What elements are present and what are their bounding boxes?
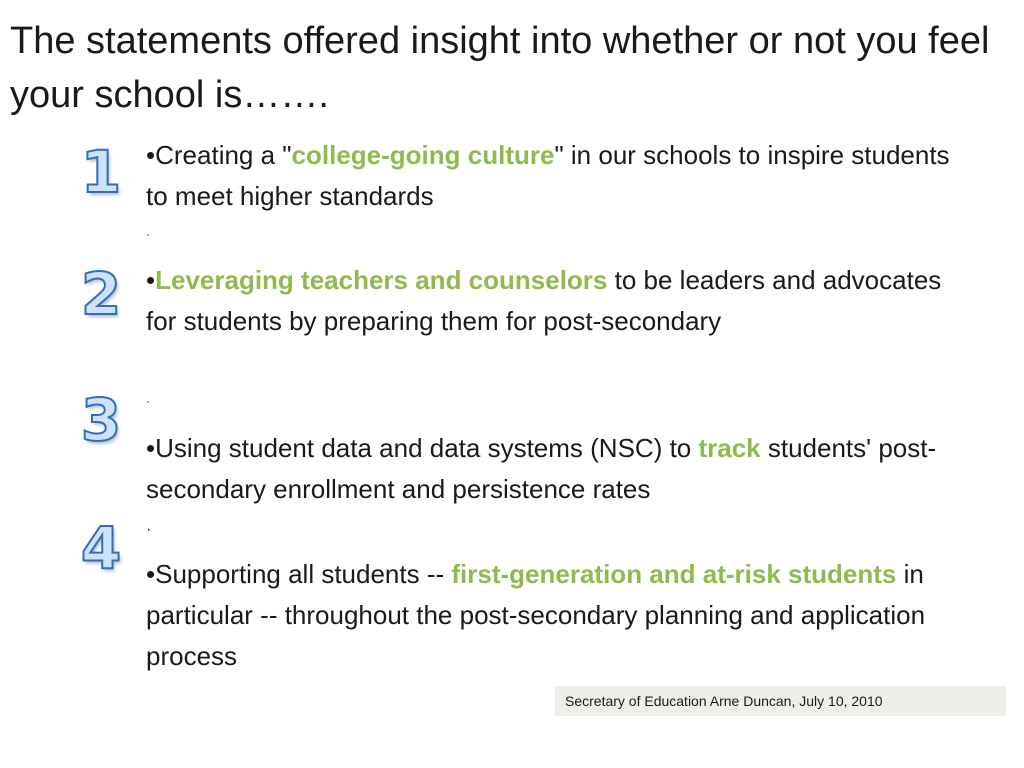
bullet: • <box>146 559 156 589</box>
number-3-icon: 3 <box>80 386 122 454</box>
statement-3-before: Using student data and data systems (NSC) to <box>155 433 699 463</box>
citation-box: Secretary of Education Arne Duncan, July 10, 2010 <box>555 686 1006 716</box>
statement-1 <box>146 135 966 217</box>
number-4-icon: 4 <box>80 514 122 582</box>
statement-2 <box>146 260 966 342</box>
statement-1-after: " in our schools to inspire students to meet higher standards <box>146 140 950 211</box>
slide-title: The statements offered insight into whether or not you feel your school is……. <box>10 20 990 116</box>
separator: · <box>146 521 152 538</box>
statement-4-before: Supporting all students -- <box>155 559 452 589</box>
statement-2-highlight: Leveraging teachers and counselors <box>155 265 608 295</box>
statement-4 <box>146 554 966 677</box>
number-1-icon: 1 <box>80 138 122 206</box>
statement-4-after: in particular -- throughout the post-secondary planning and application process <box>146 559 926 671</box>
bullet: • <box>146 140 156 170</box>
statement-3-highlight: track <box>698 433 761 463</box>
number-2-icon: 2 <box>80 260 122 328</box>
statement-3 <box>146 428 966 510</box>
statement-3-after: students' post-secondary enrollment and persistence rates <box>146 433 937 504</box>
statement-2-after: to be leaders and advocates for students by preparing them for post-secondary <box>146 265 942 336</box>
bullet: • <box>146 433 156 463</box>
separator: · <box>146 394 150 408</box>
statement-1-highlight: college-going culture <box>291 140 555 170</box>
statement-1-before: Creating a " <box>155 140 292 170</box>
bullet: • <box>146 265 156 295</box>
statement-4-highlight: first-generation and at-risk students <box>451 559 897 589</box>
separator: · <box>146 227 150 241</box>
